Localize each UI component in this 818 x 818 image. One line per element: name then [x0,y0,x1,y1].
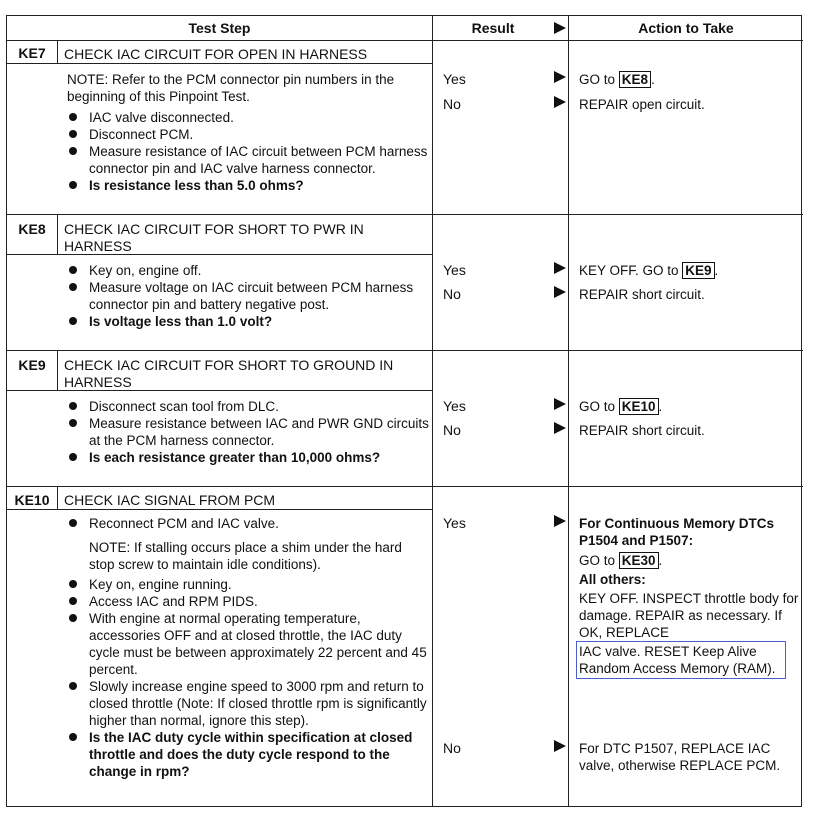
action-no: REPAIR short circuit. [579,287,705,302]
action-yes-heading: For Continuous Memory DTCs P1504 and P1507: [579,516,774,548]
action-yes: KEY OFF. GO to KE9 . [579,263,719,278]
step-divider [7,486,803,487]
step-ref-box: KE10 [619,398,659,415]
result-yes: Yes [443,262,466,278]
step-divider [7,350,803,351]
bullet-item: IAC valve disconnected. [63,109,433,126]
action-no: REPAIR open circuit. [579,97,705,112]
header-action: Action to Take [638,20,734,36]
step-note: NOTE: Refer to the PCM connector pin numbers in the beginning of this Pinpoint Test. [67,72,395,104]
bullet-item: Disconnect scan tool from DLC. [63,398,433,415]
bullet-question: Is the IAC duty cycle within specification at closed throttle and does the duty cycle respond to the change in rpm? [63,729,433,780]
step-id: KE7 [18,45,46,61]
step-id: KE10 [14,492,50,508]
step-title-divider [7,254,432,255]
bullet-item: Slowly increase engine speed to 3000 rpm and return to closed throttle (Note: If closed throttle rpm is significantly higher than normal, ignore this step). [63,678,433,729]
bullet-item: Measure voltage on IAC circuit between PCM harness connector pin and battery negative post. [63,279,433,313]
header-result: Result [471,20,515,36]
step-id: KE8 [18,221,46,237]
step-title: CHECK IAC CIRCUIT FOR SHORT TO PWR IN HARNESS [64,221,364,254]
step-title: CHECK IAC SIGNAL FROM PCM [64,492,276,508]
bullet-item: Key on, engine running. [63,576,433,593]
pinpoint-test-table [6,15,802,807]
bullet-item: Key on, engine off. [63,262,433,279]
bullet-question: Is each resistance greater than 10,000 ohms? [63,449,433,466]
bullet-item: Reconnect PCM and IAC valve. [63,515,433,532]
step-id-divider [57,215,58,254]
action-yes: GO to KE8 . [579,72,655,87]
action-yes-all-others: All others: [579,572,646,587]
result-no: No [443,422,461,438]
step-bullets [63,262,433,330]
result-yes: Yes [443,398,466,414]
step-bullets [63,109,433,194]
arrow-icon [554,422,566,434]
action-yes [579,515,799,679]
arrow-icon [554,740,566,752]
bullet-question: Is resistance less than 5.0 ohms? [63,177,433,194]
arrow-icon [554,398,566,410]
column-divider-action [568,16,569,806]
result-no: No [443,96,461,112]
action-no: REPAIR short circuit. [579,423,705,438]
header-divider [7,40,803,41]
step-title-divider [7,63,432,64]
action-yes-goto: GO to KE30 . [579,553,663,568]
step-id: KE9 [18,357,46,373]
step-divider [7,214,803,215]
bullet-item: Access IAC and RPM PIDS. [63,593,433,610]
result-no: No [443,286,461,302]
step-bullets-first [63,515,433,532]
action-no: For DTC P1507, REPLACE IAC valve, otherwise REPLACE PCM. [579,741,781,773]
step-bullets [63,576,433,780]
step-bullets [63,398,433,466]
step-title-divider [7,390,432,391]
result-yes: Yes [443,71,466,87]
action-yes-text: KEY OFF. INSPECT throttle body for damage. REPAIR as necessary. If OK, REPLACE [579,591,799,640]
arrow-icon [554,71,566,83]
arrow-icon [554,286,566,298]
action-yes: GO to KE10 . [579,399,663,414]
action-yes-highlight: IAC valve. RESET Keep Alive Random Access Memory (RAM). [576,641,786,679]
result-no: No [443,740,461,756]
step-id-divider [57,351,58,390]
arrow-icon [554,262,566,274]
step-title-divider [7,509,432,510]
step-ref-box: KE30 [619,552,659,569]
step-ref-box: KE8 [619,71,651,88]
bullet-item: Measure resistance between IAC and PWR GND circuits at the PCM harness connector. [63,415,433,449]
step-note: NOTE: If stalling occurs place a shim under the hard stop screw to maintain idle conditions). [89,540,402,572]
step-id-divider [57,41,58,63]
arrow-icon [554,515,566,527]
arrow-icon [554,96,566,108]
step-title: CHECK IAC CIRCUIT FOR OPEN IN HARNESS [64,46,368,62]
step-ref-box: KE9 [682,262,714,279]
step-id-divider [57,487,58,509]
bullet-item: With engine at normal operating temperature, accessories OFF and at closed throttle, the IAC duty cycle must be between approximately 22 percent and 45 percent. [63,610,433,678]
result-yes: Yes [443,515,466,531]
bullet-item: Disconnect PCM. [63,126,433,143]
bullet-item: Measure resistance of IAC circuit between PCM harness connector pin and IAC valve harness connector. [63,143,433,177]
header-test-step: Test Step [188,20,251,36]
step-title: CHECK IAC CIRCUIT FOR SHORT TO GROUND IN HARNESS [64,357,394,390]
header-arrow-icon [554,22,566,34]
bullet-question: Is voltage less than 1.0 volt? [63,313,433,330]
